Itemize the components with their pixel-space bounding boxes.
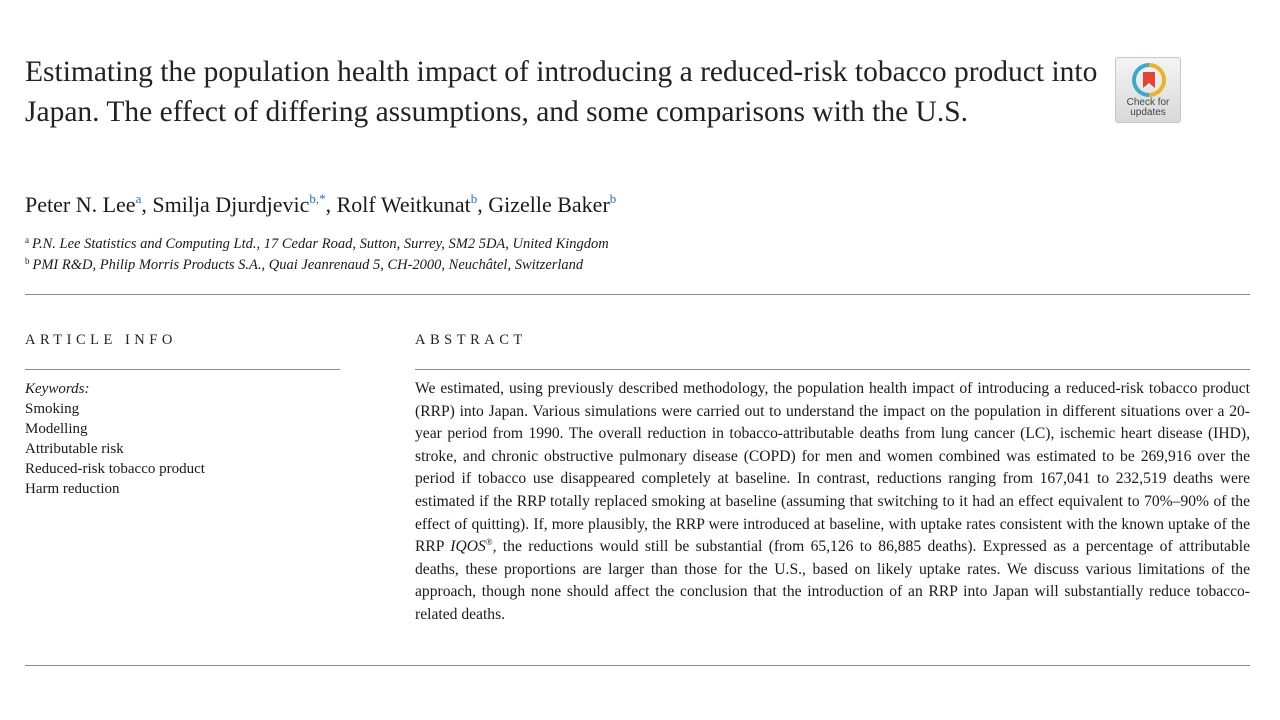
keyword: Reduced-risk tobacco product — [25, 461, 205, 477]
keywords-list — [25, 379, 205, 499]
abstract-divider — [415, 369, 1250, 370]
author: Smilja Djurdjevic$^{b,*}$, — [152, 191, 337, 217]
author: Peter N. Lee$^a$, — [25, 191, 153, 217]
affiliation-link[interactable]: b,* — [309, 191, 326, 206]
article-title: Estimating the population health impact of introducing a reduced-risk tobacco product into Japan. The effect of differing assumptions, and some comparisons with the U.S. — [25, 56, 1098, 128]
affiliation: $^a$ P.N. Lee Statistics and Computing Ltd., 17 Cedar Road, Sutton, Surrey, SM2 5DA, United Kingdom — [25, 235, 609, 252]
keyword: Attributable risk — [25, 441, 124, 457]
affiliation: $^b$ PMI R&D, Philip Morris Products S.A., Quai Jeanrenaud 5, CH-2000, Neuchâtel, Switzerland — [25, 256, 584, 273]
keyword: Harm reduction — [25, 481, 120, 497]
abstract-bottom-divider — [25, 665, 1250, 666]
affiliation-link[interactable]: a — [135, 191, 142, 206]
keyword: Modelling — [25, 421, 88, 437]
product-name: IQOS — [450, 538, 486, 556]
crossmark-icon — [1132, 63, 1166, 97]
abstract-text: We estimated, using previously described methodology, the population health impact of introducing a reduced-risk tobacco product (RRP) into Japan. Various simulations were carried out to understand the impact on the population in different situations over a 20-year period from 1990. The overall reduction in tobacco-attributable deaths from lung cancer (LC), ischemic heart disease (IHD), stroke, and chronic obstructive pulmonary disease (COPD) for men and women combined was estimated to be 269,916 over the period if tobacco use disappeared completely at baseline. In contrast, reductions ranging from 167,041 to 232,519 deaths were estimated if the RRP totally replaced smoking at baseline (assuming that switching to it had an effect equivalent to 70%–90% of the effect of quitting). If, more plausibly, the RRP were introduced at baseline, with uptake rates consistent with the known uptake of the RRP IQOS®, the reductions would still be substantial (from 65,126 to 86,885 deaths). Expressed as a percentage of attributable deaths, these proportions are larger than those for the U.S., based on likely uptake rates. We discuss various limitations of the approach, though none should affect the conclusion that the introduction of an RRP into Japan will substantially reduce tobacco-related deaths. — [415, 380, 1251, 623]
affiliation-link[interactable]: b — [470, 191, 478, 206]
author: Rolf Weitkunat$^b$, — [336, 191, 489, 217]
abstract-heading: ABSTRACT — [415, 332, 527, 348]
check-for-updates-label: Check for updates — [1126, 97, 1170, 118]
author-list — [25, 190, 616, 220]
article-info-divider — [25, 369, 340, 370]
affiliations — [25, 234, 609, 276]
registered-mark: ® — [485, 537, 493, 548]
affiliation-link[interactable]: b — [609, 191, 617, 206]
header-divider — [25, 294, 1250, 295]
keywords-label: Keywords: — [25, 381, 90, 397]
article-info-heading: ARTICLE INFO — [25, 332, 177, 348]
check-for-updates-button[interactable] — [1115, 57, 1181, 123]
keyword: Smoking — [25, 401, 80, 417]
author: Gizelle Baker$^b$ — [488, 191, 617, 217]
